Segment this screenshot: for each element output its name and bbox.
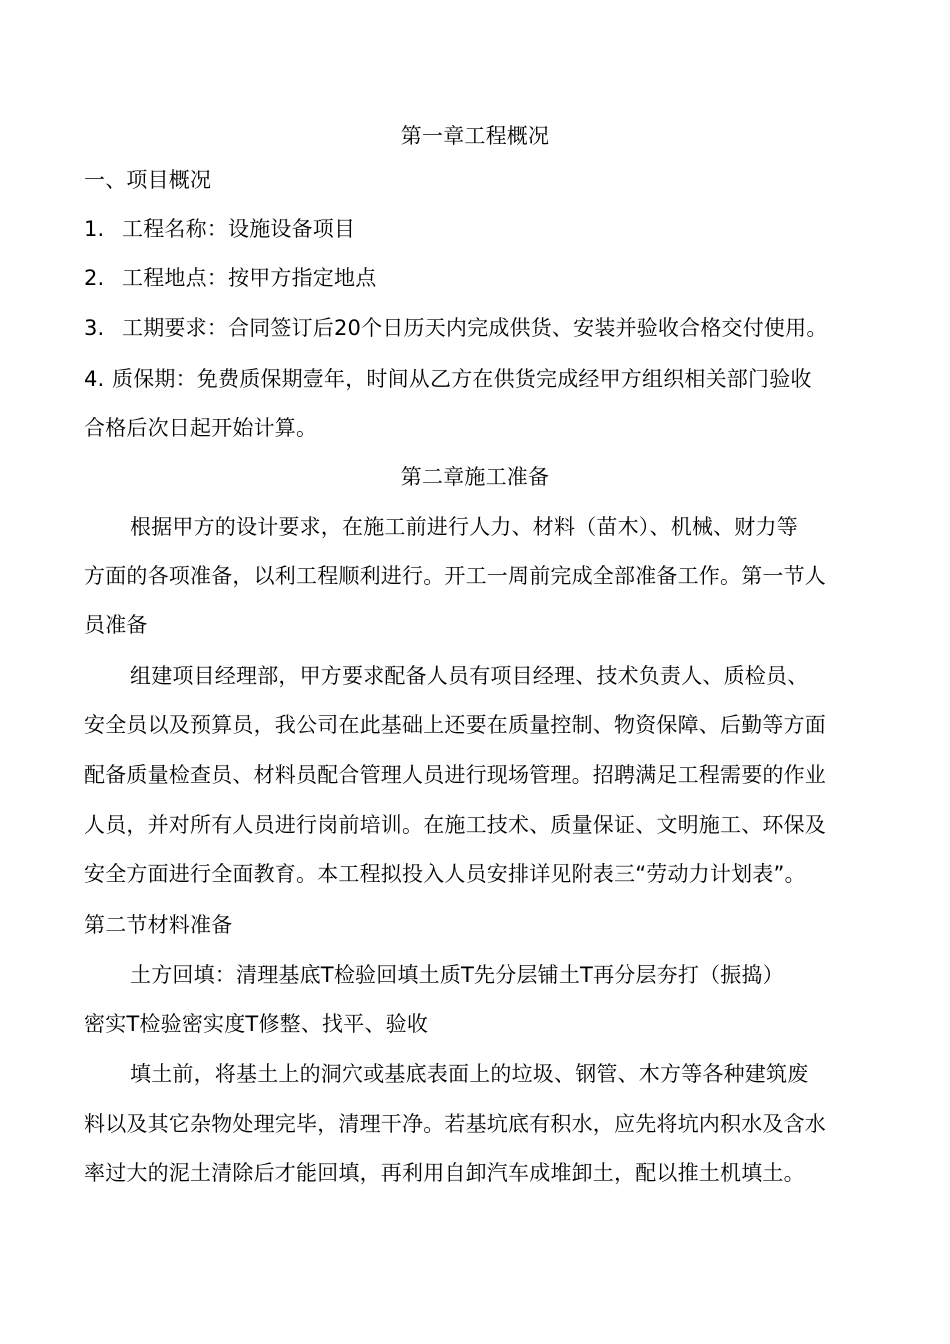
paragraph-line: 配备质量检查员、材料员配合管理人员进行现场管理。招聘满足工程需要的作业 [84,763,826,787]
list-item-1 [84,215,874,243]
list-item-text: 工期要求：合同签订后20个日历天内完成供货、安装并验收合格交付使用。 [122,316,828,340]
list-item-number: 4. [84,367,105,391]
paragraph-line: 率过大的泥土清除后才能回填，再利用自卸汽车成堆卸土，配以推土机填土。 [84,1161,805,1185]
paragraph-line: 密实T检验密实度T修整、找平、验收 [84,1012,429,1036]
paragraph-line: 土方回填：清理基底T检验回填土质T先分层铺土T再分层夯打（振捣） [130,963,784,987]
paragraph-line: 根据甲方的设计要求，在施工前进行人力、材料（苗木）、机械、财力等 [130,515,798,539]
section-project-overview: 一、项目概况 [84,168,212,192]
paragraph-line: 填土前，将基土上的洞穴或基底表面上的垃圾、钢管、木方等各种建筑废 [130,1062,809,1086]
chapter-2-title: 第二章施工准备 [400,465,550,489]
list-item-number: 3. [84,316,105,340]
chapter-1-title: 第一章工程概况 [400,124,550,148]
list-item-3 [84,314,874,342]
list-item-text: 质保期：免费质保期壹年，时间从乙方在供货完成经甲方组织相关部门验收 [112,367,812,391]
paragraph-line: 安全员以及预算员，我公司在此基础上还要在质量控制、物资保障、后勤等方面 [84,713,826,737]
list-item-2 [84,264,874,292]
list-item-text: 工程名称：设施设备项目 [122,217,356,241]
list-item-number: 2. [84,266,105,290]
paragraph-line: 安全方面进行全面教育。本工程拟投入人员安排详见附表三“劳动力计划表”。 [84,862,806,886]
list-item-number: 1. [84,217,105,241]
paragraph-line: 人员，并对所有人员进行岗前培训。在施工技术、质量保证、文明施工、环保及 [84,813,826,837]
paragraph-line: 料以及其它杂物处理完毕，清理干净。若基坑底有积水，应先将坑内积水及含水 [84,1112,826,1136]
paragraph-line: 员准备 [84,613,148,637]
list-item-4 [84,365,874,393]
paragraph-line: 方面的各项准备，以利工程顺利进行。开工一周前完成全部准备工作。第一节人 [84,564,826,588]
section-materials-preparation: 第二节材料准备 [84,913,233,937]
list-item-4-continuation: 合格后次日起开始计算。 [84,416,318,440]
paragraph-line: 组建项目经理部，甲方要求配备人员有项目经理、技术负责人、质检员、 [130,664,809,688]
list-item-text: 工程地点：按甲方指定地点 [122,266,377,290]
